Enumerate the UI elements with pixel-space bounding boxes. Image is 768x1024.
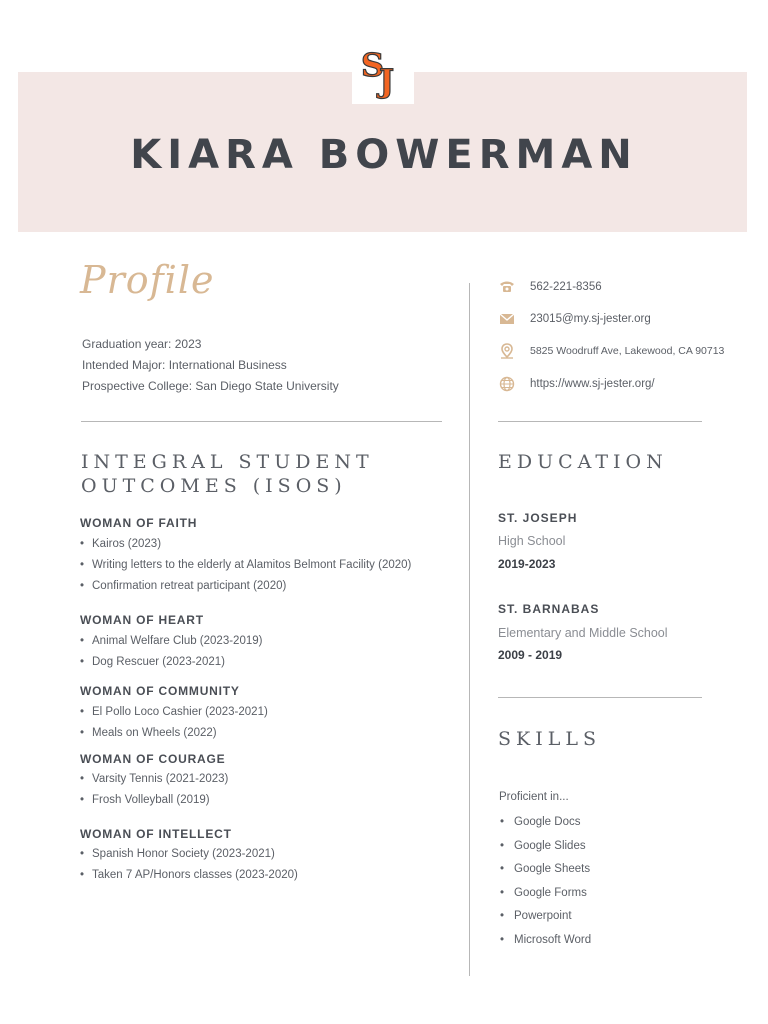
list-item: • Animal Welfare Club (2023-2019) [80,631,262,652]
list-item: • Dog Rescuer (2023-2021) [80,652,262,673]
school-logo [352,42,414,104]
contact-phone [497,277,602,297]
svg-text:J: J [379,62,395,100]
location-pin-icon [497,341,517,361]
email-address[interactable]: 23015@my.sj-jester.org [530,313,651,325]
list-item: • Powerpoint [499,905,591,929]
mail-icon [497,309,517,329]
group-heading-faith: WOMAN OF FAITH [80,516,198,530]
prospective-college: Prospective College: San Diego State University [82,379,339,393]
profile-divider [81,421,442,422]
list-item: • Taken 7 AP/Honors classes (2023-2020) [80,865,298,886]
street-address: 5825 Woodruff Ave, Lakewood, CA 90713 [530,345,725,357]
list-item: • Google Forms [499,882,591,906]
website-link[interactable]: https://www.sj-jester.org/ [530,378,655,390]
graduation-year: Graduation year: 2023 [82,337,202,351]
list-item: • Meals on Wheels (2022) [80,723,268,744]
group-heading-courage: WOMAN OF COURAGE [80,752,226,766]
group-heading-intellect: WOMAN OF INTELLECT [80,827,232,841]
contact-website [497,374,655,394]
isos-title-line-2: OUTCOMES (ISOS) [81,475,347,497]
column-divider [469,283,470,976]
group-heading-heart: WOMAN OF HEART [80,613,204,627]
school-years: 2019-2023 [498,557,556,571]
education-title: EDUCATION [498,451,668,473]
school-name: ST. JOSEPH [498,511,578,525]
phone-icon [497,277,517,297]
list-item: • Frosh Volleyball (2019) [80,790,228,811]
skills-intro: Proficient in... [499,791,569,803]
education-divider [498,697,702,698]
list-item: • Google Docs [499,811,591,835]
globe-icon [497,374,517,394]
heart-list [80,631,262,673]
school-level: High School [498,534,566,548]
sj-logo-icon [352,42,414,104]
intended-major: Intended Major: International Business [82,358,287,372]
profile-heading: Profile [80,258,215,302]
contact-email [497,309,651,329]
faith-list [80,534,411,597]
phone-number[interactable]: 562-221-8356 [530,281,602,293]
list-item: • Spanish Honor Society (2023-2021) [80,844,298,865]
list-item: • Varsity Tennis (2021-2023) [80,769,228,790]
school-level: Elementary and Middle School [498,626,668,640]
contact-address [497,341,724,361]
school-years: 2009 - 2019 [498,648,563,662]
isos-title [81,450,374,498]
isos-title-line-1: INTEGRAL STUDENT [81,451,374,473]
person-name: KIARA BOWERMAN [130,132,638,178]
group-heading-community: WOMAN OF COMMUNITY [80,684,240,698]
list-item: • Writing letters to the elderly at Alamitos Belmont Facility (2020) [80,555,411,576]
list-item: • Kairos (2023) [80,534,411,555]
courage-list [80,769,228,811]
list-item: • Confirmation retreat participant (2020) [80,576,411,597]
profile-details [82,334,339,397]
school-name: ST. BARNABAS [498,602,600,616]
community-list [80,702,268,744]
intellect-list [80,844,298,886]
list-item: • Google Slides [499,835,591,859]
contact-divider [498,421,702,422]
skills-list [499,811,591,953]
list-item: • El Pollo Loco Cashier (2023-2021) [80,702,268,723]
list-item: • Google Sheets [499,858,591,882]
svg-text:S: S [361,46,385,84]
skills-title: SKILLS [498,728,601,750]
list-item: • Microsoft Word [499,929,591,953]
